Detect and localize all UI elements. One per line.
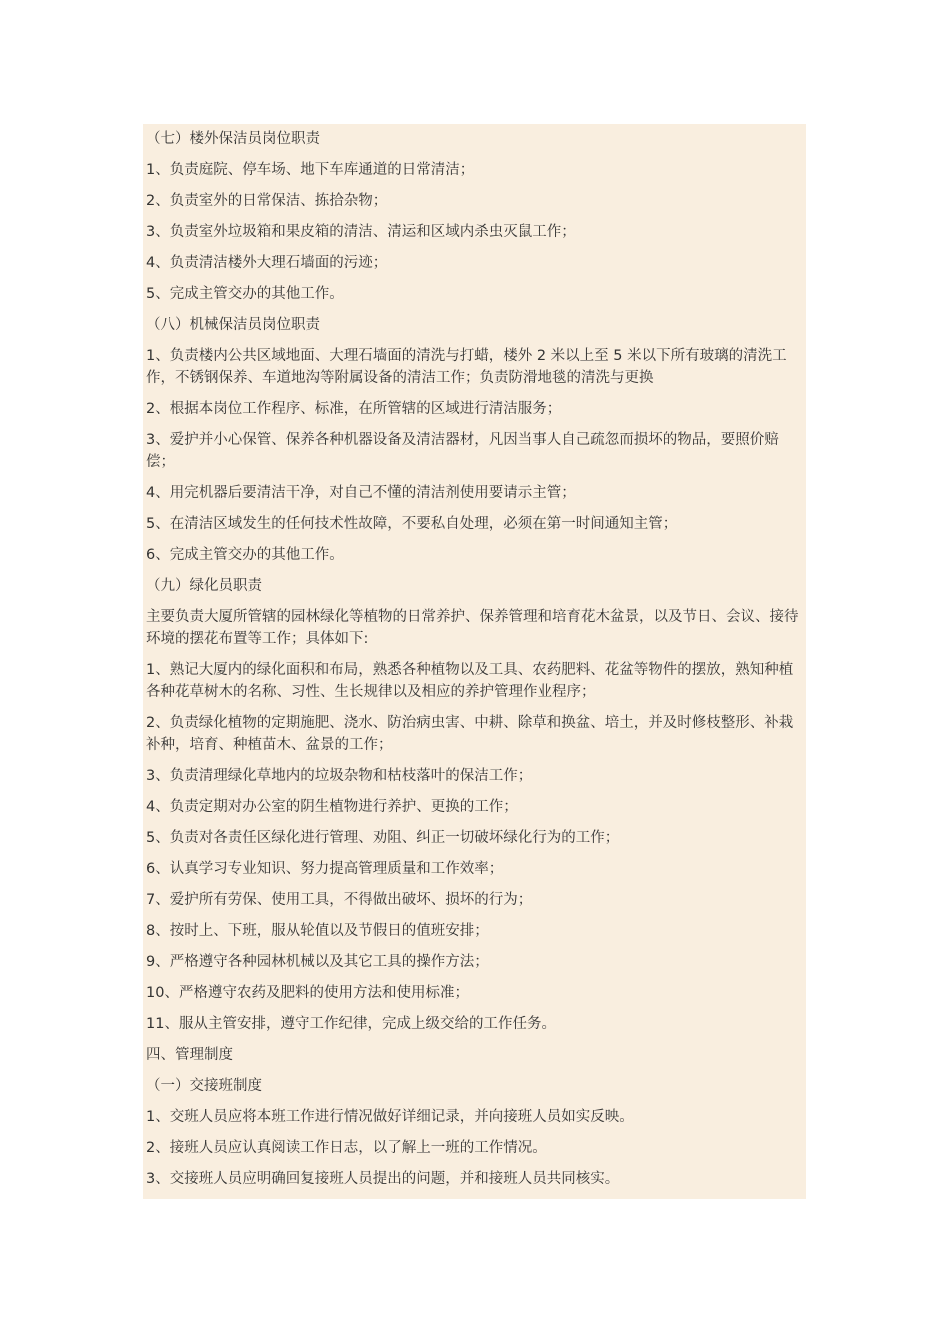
list-item: 11、服从主管安排，遵守工作纪律，完成上级交给的工作任务。 [146, 1016, 556, 1032]
list-item: 7、爱护所有劳保、使用工具，不得做出破坏、损坏的行为； [146, 892, 533, 908]
list-item: 10、严格遵守农药及肥料的使用方法和使用标准； [146, 985, 469, 1001]
section-intro: 主要负责大厦所管辖的园林绿化等植物的日常养护、保养管理和培育花木盆景，以及节日、会议、接待环境的摆花布置等工作；具体如下: [146, 609, 799, 647]
list-item: 4、负责定期对办公室的阴生植物进行养护、更换的工作； [146, 799, 518, 815]
list-item: 4、用完机器后要清洁干净，对自己不懂的清洁剂使用要请示主管； [146, 485, 576, 501]
list-item: 1、负责楼内公共区域地面、大理石墙面的清洗与打蜡，楼外 2 米以上至 5 米以下所有玻璃的清洗工作，不锈钢保养、车道地沟等附属设备的清洁工作；负责防滑地毯的清洗与更换 [146, 348, 787, 386]
list-item: 2、负责室外的日常保洁、拣拾杂物； [146, 193, 388, 209]
list-item: 1、交班人员应将本班工作进行情况做好详细记录，并向接班人员如实反映。 [146, 1109, 634, 1125]
list-item: 5、完成主管交办的其他工作。 [146, 286, 344, 302]
section-heading-outdoor-cleaner: （七）楼外保洁员岗位职责 [146, 131, 320, 147]
list-item: 6、完成主管交办的其他工作。 [146, 547, 344, 563]
list-item: 6、认真学习专业知识、努力提高管理质量和工作效率； [146, 861, 504, 877]
list-item: 2、接班人员应认真阅读工作日志，以了解上一班的工作情况。 [146, 1140, 547, 1156]
list-item: 2、负责绿化植物的定期施肥、浇水、防治病虫害、中耕、除草和换盆、培土，并及时修枝整形、补栽补种，培育、种植苗木、盆景的工作； [146, 715, 794, 753]
list-item: 1、熟记大厦内的绿化面积和布局，熟悉各种植物以及工具、农药肥料、花盆等物件的摆放，熟知种植各种花草树木的名称、习性、生长规律以及相应的养护管理作业程序； [146, 662, 794, 700]
list-item: 5、负责对各责任区绿化进行管理、劝阻、纠正一切破坏绿化行为的工作； [146, 830, 620, 846]
list-item: 3、交接班人员应明确回复接班人员提出的问题，并和接班人员共同核实。 [146, 1171, 620, 1187]
list-item: 3、负责室外垃圾箱和果皮箱的清洁、清运和区域内杀虫灭鼠工作； [146, 224, 576, 240]
list-item: 8、按时上、下班，服从轮值以及节假日的值班安排； [146, 923, 489, 939]
section-heading-mechanical-cleaner: （八）机械保洁员岗位职责 [146, 317, 320, 333]
document-content-block [143, 124, 806, 1199]
list-item: 1、负责庭院、停车场、地下车库通道的日常清洁； [146, 162, 475, 178]
list-item: 9、严格遵守各种园林机械以及其它工具的操作方法； [146, 954, 489, 970]
list-item: 4、负责清洁楼外大理石墙面的污迹； [146, 255, 388, 271]
list-item: 3、负责清理绿化草地内的垃圾杂物和枯枝落叶的保洁工作； [146, 768, 533, 784]
list-item: 3、爱护并小心保管、保养各种机器设备及清洁器材，凡因当事人自己疏忽而损坏的物品，要照价赔偿； [146, 432, 779, 470]
list-item: 2、根据本岗位工作程序、标准，在所管辖的区域进行清洁服务； [146, 401, 562, 417]
list-item: 5、在清洁区域发生的任何技术性故障，不要私自处理，必须在第一时间通知主管； [146, 516, 678, 532]
section-heading-shift-handover: （一）交接班制度 [146, 1078, 262, 1094]
section-heading-greening-staff: （九）绿化员职责 [146, 578, 262, 594]
chapter-heading-management-system: 四、管理制度 [146, 1047, 233, 1063]
